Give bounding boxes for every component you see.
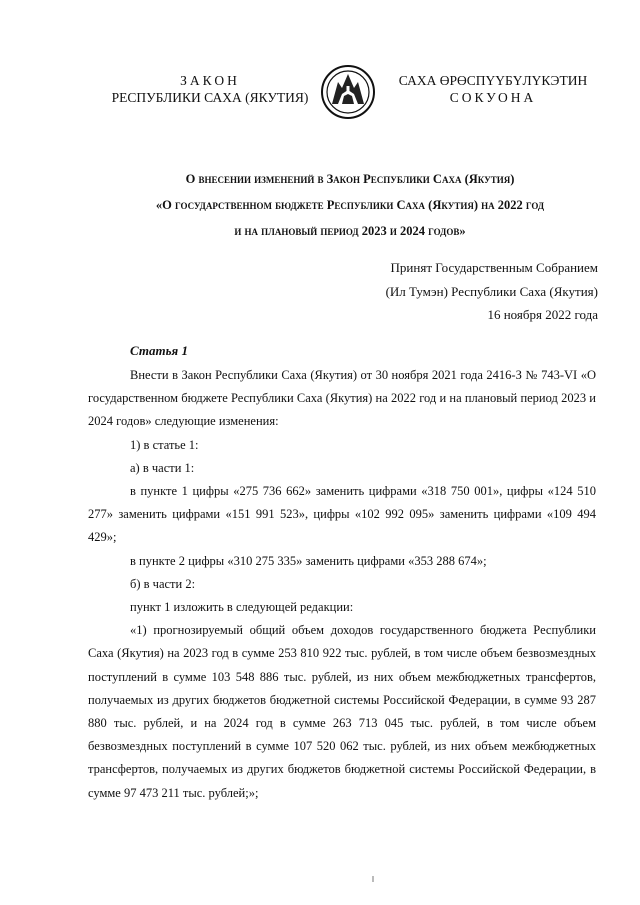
- scan-mark: [372, 876, 374, 882]
- title-line-1: О внесении изменений в Закон Республики Саха (Якутия): [185, 172, 515, 186]
- paragraph: б) в части 2:: [130, 576, 196, 591]
- header-left: [100, 72, 320, 106]
- header-law-label: ЗАКОН: [180, 73, 240, 88]
- adoption-line-2: (Ил Тумэн) Республики Саха (Якутия): [385, 283, 598, 299]
- adoption-date: 16 ноября 2022 года: [487, 307, 598, 322]
- paragraph: а) в части 1:: [130, 460, 195, 475]
- header-right: [398, 72, 588, 106]
- sakha-republic-emblem-icon: [320, 64, 376, 120]
- title-line-3: и на плановый период 2023 и 2024 годов»: [234, 224, 466, 238]
- paragraph: Внести в Закон Республики Саха (Якутия) от 30 ноября 2021 года 2416-З № 743-VI «О государственном бюджете Республики Саха (Якутия) на 2022 год и на плановый период 2023 и 2024 годов» следующие изменения:: [88, 368, 596, 429]
- header-republic-label: РЕСПУБЛИКИ САХА (ЯКУТИЯ): [111, 90, 309, 105]
- article-heading: Статья 1: [130, 343, 188, 358]
- paragraph: в пункте 1 цифры «275 736 662» заменить цифрами «318 750 001», цифры «124 510 277» заменить цифрами «151 991 523», цифры «102 992 095» заменить цифрами «109 494 429»;: [88, 484, 596, 545]
- document-title: [60, 166, 640, 244]
- header-right-line2: СОКУОНА: [449, 90, 537, 105]
- paragraph: пункт 1 изложить в следующей редакции:: [130, 600, 354, 615]
- header-right-line1: САХА ӨРӨСПҮҮБҮЛҮКЭТИН: [398, 73, 588, 88]
- title-line-2: «О государственном бюджете Республики Саха (Якутия) на 2022 год: [155, 198, 545, 212]
- paragraph: «1) прогнозируемый общий объем доходов государственного бюджета Республики Саха (Якутия) на 2023 год в сумме 253 810 922 тыс. рублей, в том числе объем безвозмездных поступлений в сумме 103 548 886 тыс. рублей, из них объем межбюджетных трансфертов, получаемых из других бюджетов бюджетной системы Российской Федерации, в сумме 93 287 880 тыс. рублей, и на 2024 год в сумме 263 713 045 тыс. рублей, в том числе объем безвозмездных поступлений в сумме 107 520 062 тыс. рублей, из них объем межбюджетных трансфертов, получаемых из других бюджетов бюджетной системы Российской Федерации, в сумме 97 473 211 тыс. рублей;»;: [88, 623, 596, 800]
- paragraph: 1) в статье 1:: [130, 437, 199, 452]
- adoption-line-1: Принят Государственным Собранием: [390, 260, 598, 275]
- adoption-block: [386, 256, 598, 327]
- paragraph: в пункте 2 цифры «310 275 335» заменить цифрами «353 288 674»;: [130, 553, 487, 568]
- article-body: [88, 364, 596, 805]
